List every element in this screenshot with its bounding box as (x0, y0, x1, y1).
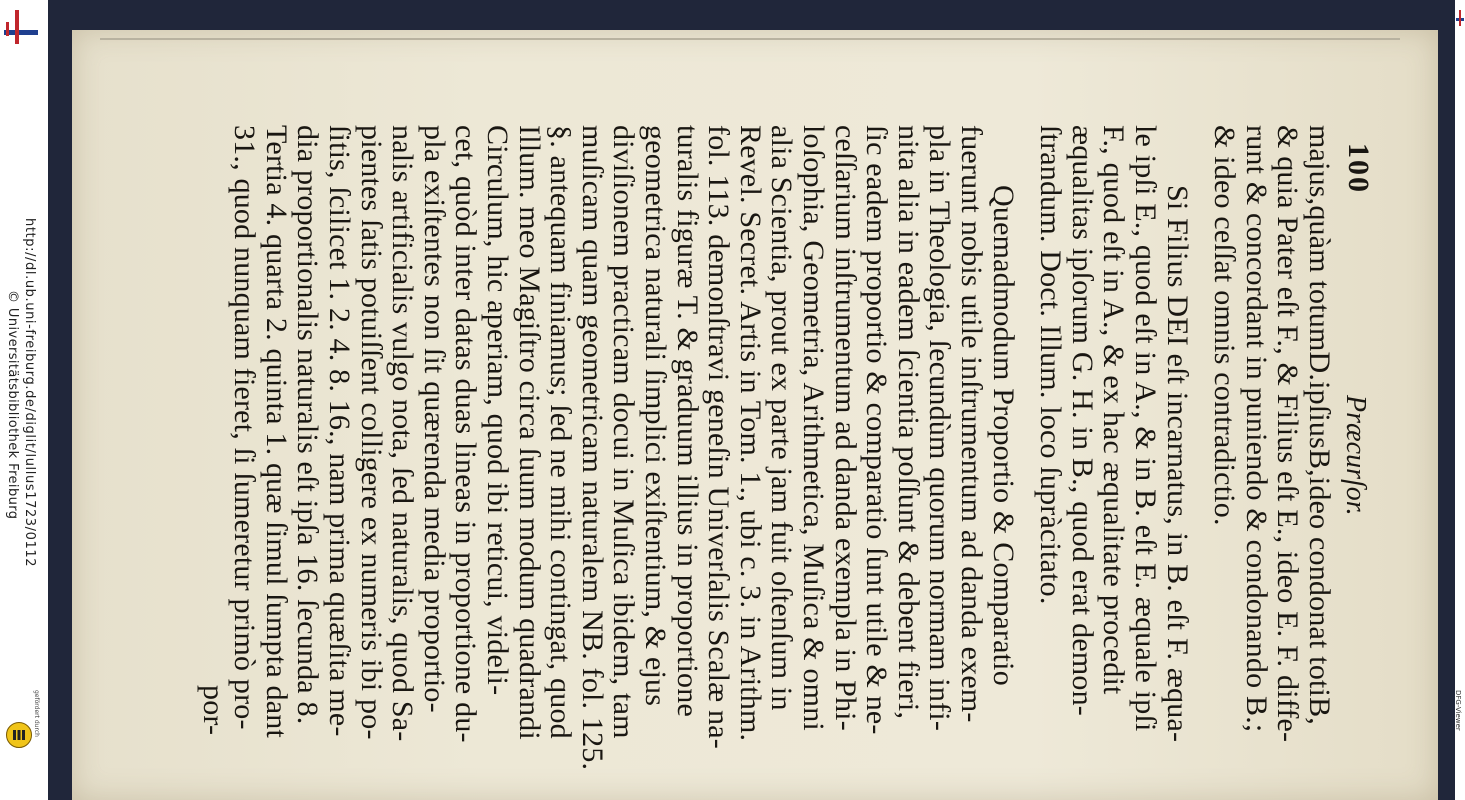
text-line: ſitis, ſcilicet 1. 2. 4. 8. 16., nam prima quæſita me- (323, 125, 356, 737)
document-url[interactable]: http://dl.ub.uni-freiburg.de/diglit/lullus1723/0112 (22, 218, 37, 568)
text-line: F., quod eſt in A., & ex hac æqualitate procedit (1097, 125, 1131, 695)
text-line: Tertia 4. quarta 2. quinta 1. quæ ſimul ſumpta dant (259, 125, 293, 738)
funder-seal-icon (6, 722, 32, 748)
library-logo[interactable] (2, 10, 42, 46)
page-top-edge (100, 38, 1400, 40)
text-line: pientes ſatis potuiſſent colligere ex numeris ibi po- (354, 125, 388, 740)
text-line: runt & concordant in puniendo & condonando B.; (1239, 125, 1273, 733)
text-line: pla in Theologia, ſecundùm quorum normam infi- (923, 125, 957, 732)
right-logo-mark-2 (1459, 10, 1461, 26)
text-line: fuerunt nobis utile inſtrumentum ad danda exem- (955, 125, 988, 723)
text-line: 31., quod nunquam fieret, ſi ſumeretur primò pro- (228, 125, 262, 730)
text-line: nita alia in eadem ſcientia poſſunt & debent fieri, (891, 125, 925, 720)
text-line: ſic eadem proportio & comparatio ſunt utile & ne- (860, 125, 894, 735)
funding-label: gefördert durch (33, 690, 40, 737)
text-line: fol. 113. demonſtravi geneſin Univerſalis Scalæ na- (702, 125, 736, 749)
text-line: por- (196, 685, 230, 736)
text-line: ſtrandum. Doct. Illum. loco ſupràcitato. (1034, 125, 1068, 605)
text-line: æqualitas ipſorum G. H. in B., quod erat demon- (1065, 125, 1099, 716)
text-line: muſicam quam geometricam naturalem NB. fol. 125. (575, 125, 609, 771)
text-line: le ipſi E., quod eſt in A., & in B. eſt E. æquale ipſi (1129, 125, 1162, 732)
text-line: & ideo ceſſat omnis contradictio. (1208, 125, 1242, 526)
text-line: alia Scientia, prout ex parte jam fuit oſtenſum in (765, 125, 799, 711)
text-line: ceſſarium inſtrumentum ad danda exempla in Phi- (828, 125, 862, 731)
text-line: majus,quàm totumD.ipſiusB,ideo condonat totiB, (1303, 125, 1336, 726)
text-line: nalis artificialis vulgo nota, ſed naturalis, quod Sa- (386, 125, 420, 742)
text-line: loſophia, Geometria, Arithmetica, Muſica & omni (797, 125, 830, 731)
text-line: geometrica naturali ſimplici exiſtentium, & ejus (639, 125, 672, 707)
text-line: diviſionem practicam docui in Muſica ibidem, tam (607, 125, 641, 739)
text-line: turalis figuræ T. & graduum illius in proportione (670, 125, 704, 717)
text-line: pla exiſtentes non ſit quærenda media proportio- (417, 125, 451, 713)
viewer-right-strip (1455, 0, 1465, 800)
text-line: & quia Pater eſt F., & Filius eſt E., ideo E. F. diffe- (1271, 125, 1305, 743)
text-line: §. antequam finiamus; ſed ne mihi contingat, quod (544, 125, 578, 739)
logo-bar-red-2 (6, 22, 9, 36)
running-head: Præcurſor. (1340, 395, 1371, 516)
page-number: 100 (1342, 143, 1375, 194)
text-line: cet, quòd inter datas duas lineas in proportione du- (449, 125, 483, 743)
viewer-credit: DFG-Viewer (1454, 690, 1462, 731)
text-line: Illum. meo Magiſtro circa ſuum modum quadrandi (512, 125, 546, 740)
logo-bar-red (15, 10, 19, 44)
page-text-block (165, 125, 1375, 771)
text-line: Circulum, hic aperiam, quod ibi reticui, videli- (481, 125, 514, 696)
logo-bar-blue (4, 30, 38, 35)
text-line: Quemadmodum Proportio & Comparatio (986, 185, 1020, 686)
text-line: Revel. Secret. Artis in Tom. 1., ubi c. 3. in Arithm. (733, 125, 767, 742)
copyright-notice: © Universitätsbibliothek Freiburg (5, 290, 20, 520)
viewer-sidebar (0, 0, 48, 800)
text-line: Si Filius DEI eſt incarnatus, in B. eſt F. æqua- (1160, 185, 1194, 743)
text-line: dia proportionalis naturalis eſt ipſa 16. ſecunda 8. (291, 125, 325, 725)
